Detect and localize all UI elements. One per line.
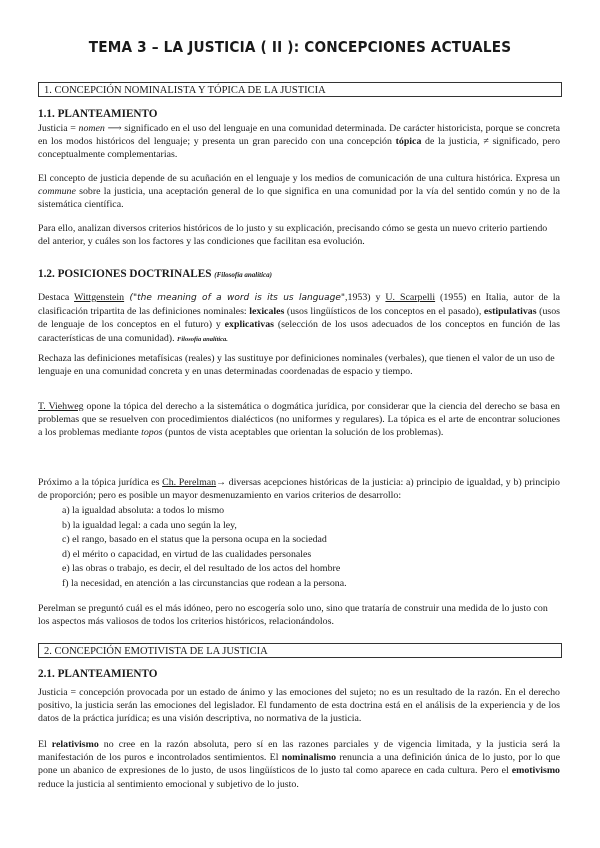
paragraph-1-1-a: Justicia = nomen ⟶ significado en el uso del lenguaje en una comunidad determinada. De carácter historicista, porque se concreta en los modos históricos del lenguaje; y presenta un gran parecido con una concepción tópica de la justicia, ≠ significado, pero conceptualmente complementarias. [38, 123, 561, 161]
list-item: b) la igualdad legal: a cada uno según la ley, [62, 519, 237, 531]
paragraph-1-2-e: Perelman se preguntó cuál es el más idóneo, pero no escogería solo uno, sino que trataría de construir una medida de lo justo con los aspectos más valiosos de todos los criterios históricos, relacionándolos. [38, 603, 548, 628]
paragraph-2-1-a: Justicia = concepción provocada por un estado de ánimo y las emociones del sujeto; no es un resultado de la razón. En el derecho positivo, la justicia serán las emociones del legislador. El fundamento de esta doctrina está en el análisis de la experiencia y de los datos de la práctica jurídica; es una visión descriptiva, no normativa de la justicia. [38, 687, 560, 725]
list-item: a) la igualdad absoluta: a todos lo mismo [62, 505, 225, 516]
criteria-list [62, 504, 542, 592]
subsection-2-1-heading: 2.1. PLANTEAMIENTO [38, 668, 158, 680]
list-item: e) las obras o trabajo, es decir, el del resultado de los actos del hombre [62, 563, 341, 575]
section-1-heading: 1. CONCEPCIÓN NOMINALISTA Y TÓPICA DE LA JUSTICIA [38, 82, 562, 97]
paragraph-1-2-b: Rechaza las definiciones metafísicas (reales) y las sustituye por definiciones nominales (verbales), que tienen el valor de un uso de lenguaje en una comunidad concreta y en unas determinadas coordenadas de espacio y tiempo. [38, 353, 555, 378]
paragraph-1-2-d: Próximo a la tópica jurídica es Ch. Perelman→ diversas acepciones históricas de la justicia: a) principio de igualdad, y b) principio de proporción; pero es posible un mayor desmenuzamiento en varios criterios de desarrollo: [38, 477, 560, 502]
paragraph-1-2-c: T. Viehweg opone la tópica del derecho a la sistemática o dogmática jurídica, por considerar que la ciencia del derecho se basa en problemas que se resuelven con procedimientos dialécticos (no uniformes y regulares). La tópica es el arte de encontrar soluciones a los problemas mediante topos (puntos de vista aceptables que orientan la solución de los problemas). [38, 401, 560, 439]
section-2-heading: 2. CONCEPCIÓN EMOTIVISTA DE LA JUSTICIA [38, 643, 562, 658]
subsection-1-1-heading: 1.1. PLANTEAMIENTO [38, 108, 158, 120]
subsection-1-2-heading: 1.2. POSICIONES DOCTRINALES (Filosofía analítica) [38, 268, 272, 280]
paragraph-1-1-b: El concepto de justicia depende de su acuñación en el lenguaje y los medios de comunicación de una cultura histórica. Expresa un commune sobre la justicia, una aceptación general de lo que significa en una comunidad por la vía del sentido común y no de la sistemática científica. [38, 173, 560, 211]
list-item: f) la necesidad, en atención a las circunstancias que rodean a la persona. [62, 577, 347, 589]
paragraph-2-1-b: El relativismo no cree en la razón absoluta, pero sí en las razones parciales y de vigencia limitada, y la justicia será la manifestación de los puros e incontrolados sentimientos. El nominalismo renuncia a una definición única de lo justo, por lo que pone un abanico de expresiones de lo justo, de usos lingüísticos de lo justo tal como aparece en cada cultura. Pero el emotivismo reduce la justicia al sentimiento emocional y subjetivo de lo justo. [38, 739, 560, 790]
list-item: c) el rango, basado en el status que la persona ocupa en la sociedad [62, 534, 327, 546]
paragraph-1-2-a: Destaca Wittgenstein ("the meaning of a word is its us language",1953) y U. Scarpelli (1955) en Italia, autor de la clasificación tripartita de las definiciones nominales: lexicales (usos lingüísticos de los conceptos en el pasado), estipulativas (usos de lenguaje de los conceptos en el futuro) y explicativas (selección de los usos adecuados de los conceptos en función de las características de una comunidad). Filosofía analítica. [38, 292, 561, 344]
paragraph-1-1-c: Para ello, analizan diversos criterios históricos de lo justo y su explicación, precisando cómo se gesta un nuevo criterio partiendo del anterior, y cuáles son los factores y las condiciones que facilitan esa evolución. [38, 223, 548, 248]
page-title: TEMA 3 – LA JUSTICIA ( II ): CONCEPCIONES ACTUALES [88, 38, 512, 56]
list-item: d) el mérito o capacidad, en virtud de las cualidades personales [62, 548, 312, 560]
